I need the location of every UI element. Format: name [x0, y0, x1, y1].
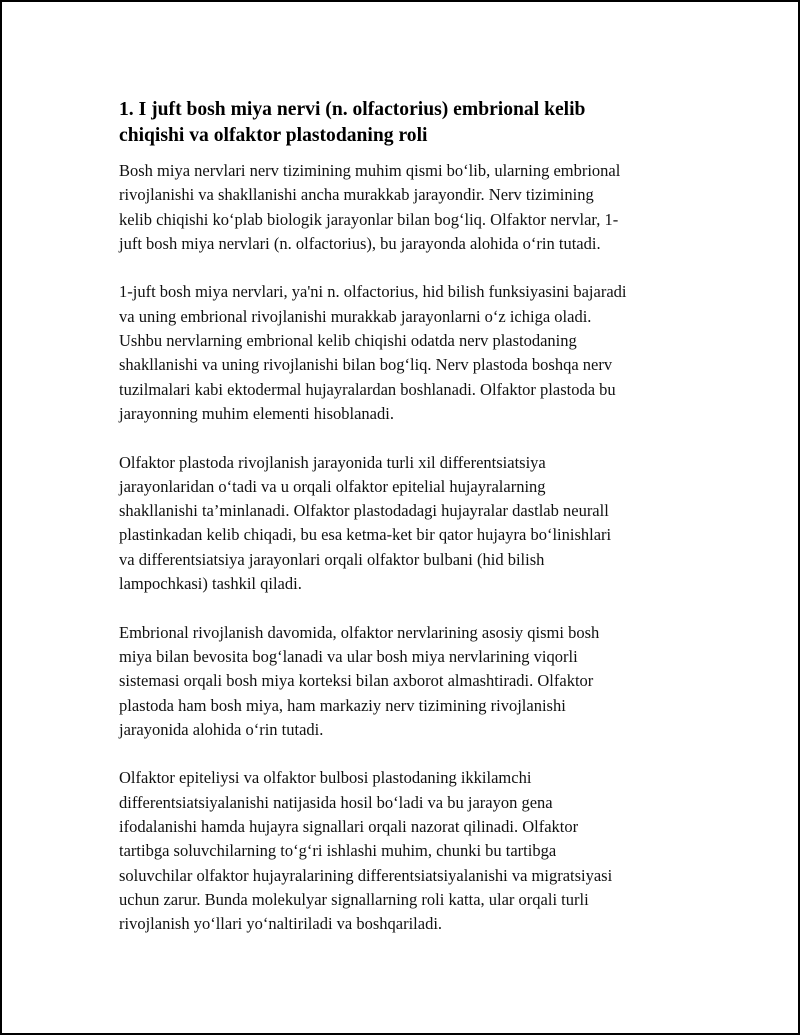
- paragraph-2: [119, 280, 699, 426]
- text-line: sistemasi orqali bosh miya korteksi bilan axborot almashtiradi. Olfaktor: [119, 671, 594, 691]
- text-line: 1-juft bosh miya nervlari, ya'ni n. olfactorius, hid bilish funksiyasini bajaradi: [119, 282, 627, 302]
- text-line: tartibga soluvchilarning to‘g‘ri ishlashi muhim, chunki bu tartibga: [119, 841, 557, 861]
- paragraph-1: [119, 159, 699, 256]
- text-line: tuzilmalari kabi ektodermal hujayralardan boshlanadi. Olfaktor plastoda bu: [119, 379, 616, 399]
- paragraph-3: [119, 451, 699, 597]
- text-line: differentsiatsiyalanishi natijasida hosil bo‘ladi va bu jarayon gena: [119, 792, 553, 812]
- text-line: va differentsiatsiya jarayonlari orqali olfaktor bulbani (hid bilish: [119, 549, 545, 569]
- text-line: rivojlanishi va shakllanishi ancha murakkab jarayondir. Nerv tizimining: [119, 185, 594, 205]
- text-line: jarayonlaridan o‘tadi va u orqali olfaktor epitelial hujayralarning: [119, 476, 546, 496]
- text-line: miya bilan bevosita bog‘lanadi va ular bosh miya nervlarining viqorli: [119, 646, 578, 666]
- text-line: rivojlanish yo‘llari yo‘naltiriladi va boshqariladi.: [119, 914, 443, 934]
- section-heading: [119, 97, 699, 149]
- paragraph-5: [119, 766, 699, 936]
- text-line: jarayonning muhim elementi hisoblanadi.: [119, 403, 394, 423]
- text-line: Embrional rivojlanish davomida, olfaktor nervlarining asosiy qismi bosh: [119, 622, 600, 642]
- text-line: va uning embrional rivojlanishi murakkab jarayonlarni o‘z ichiga oladi.: [119, 306, 592, 326]
- text-line: shakllanishi va uning rivojlanishi bilan bog‘liq. Nerv plastoda boshqa nerv: [119, 355, 613, 375]
- paragraph-4: [119, 621, 699, 742]
- text-line: juft bosh miya nervlari (n. olfactorius), bu jarayonda alohida o‘rin tutadi.: [119, 233, 601, 253]
- text-line: lampochkasi) tashkil qiladi.: [119, 574, 302, 594]
- text-line: uchun zarur. Bunda molekulyar signallarning roli katta, ular orqali turli: [119, 889, 589, 909]
- text-line: Olfaktor epiteliysi va olfaktor bulbosi plastodaning ikkilamchi: [119, 768, 532, 788]
- text-line: shakllanishi ta’minlanadi. Olfaktor plastodadagi hujayralar dastlab neurall: [119, 501, 609, 521]
- document-body: [119, 97, 699, 937]
- text-line: plastoda ham bosh miya, ham markaziy nerv tizimining rivojlanishi: [119, 695, 566, 715]
- text-line: Olfaktor plastoda rivojlanish jarayonida turli xil differentsiatsiya: [119, 452, 546, 472]
- text-line: ifodalanishi hamda hujayra signallari orqali nazorat qilinadi. Olfaktor: [119, 817, 579, 837]
- text-line: plastinkadan kelib chiqadi, bu esa ketma-ket bir qator hujayra bo‘linishlari: [119, 525, 612, 545]
- heading-line: chiqishi va olfaktor plastodaning roli: [119, 125, 428, 146]
- text-line: Ushbu nervlarning embrional kelib chiqishi odatda nerv plastodaning: [119, 331, 577, 351]
- text-line: Bosh miya nervlari nerv tizimining muhim qismi bo‘lib, ularning embrional: [119, 161, 621, 180]
- text-line: kelib chiqishi ko‘plab biologik jarayonlar bilan bog‘liq. Olfaktor nervlar, 1-: [119, 209, 619, 229]
- heading-line: 1. I juft bosh miya nervi (n. olfactorius) embrional kelib: [119, 99, 586, 120]
- text-line: jarayonida alohida o‘rin tutadi.: [119, 719, 324, 739]
- text-line: soluvchilar olfaktor hujayralarining differentsiatsiyalanishi va migratsiyasi: [119, 865, 613, 885]
